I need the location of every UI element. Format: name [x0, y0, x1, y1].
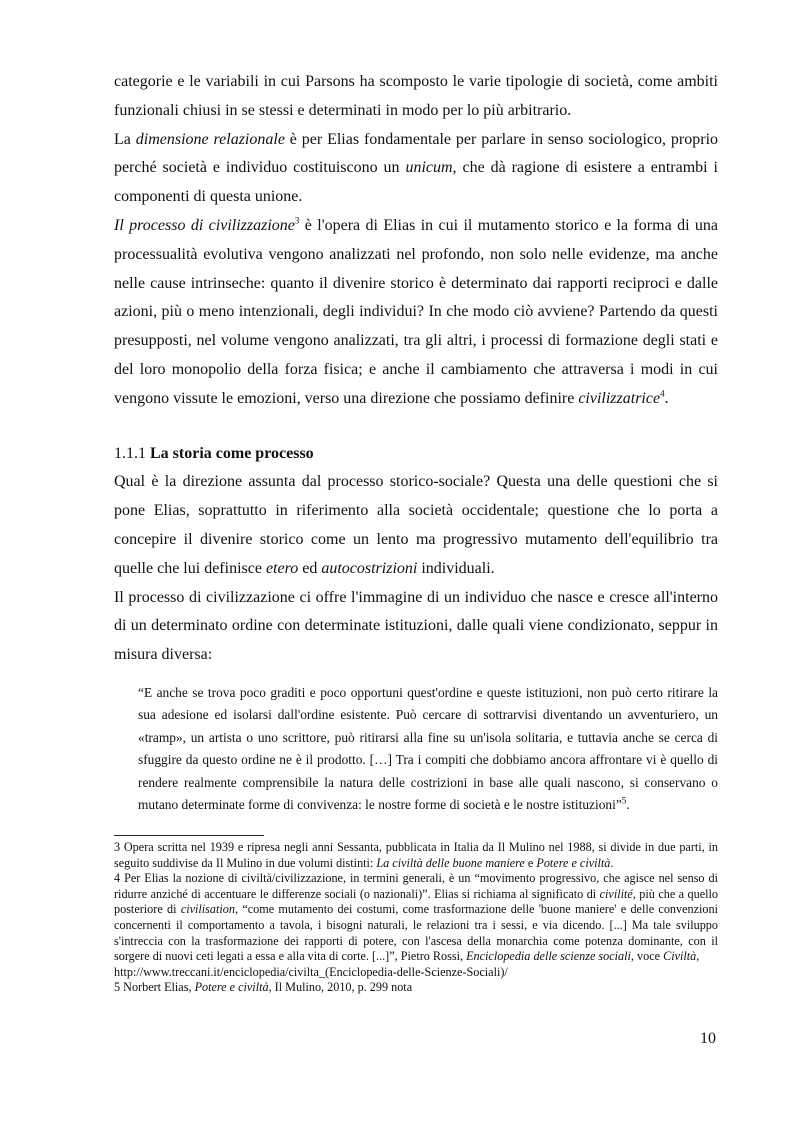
section-gap [114, 414, 718, 440]
footnote-4-link[interactable]: http://www.treccani.it/enciclopedia/civilta_(Enciclopedia-delle-Scienze-Sociali)/ [114, 964, 508, 979]
fn4-emphasis-1: civilité [599, 886, 633, 901]
quote-text: “E anche se trova poco graditi e poco opportuni quest'ordine e queste istituzioni, non può certo ritirare la sua adesione ed isolarsi dall'ordine esistente. Può cercare di sottrarvisi diventando un avventuriero, un «tramp», un artista o uno scrittore, può ritirarsi alla fine su un'isola solitaria, e tuttavia anche se cerca di sfuggire da questo ordine ne è il prodotto. […] Tra i compiti che dobbiamo ancora affrontare vi è quello di rendere realmente comprensibile la natura delle costrizioni in base alle quali nascono, si conservano o mutano determinate forme di convivenza: le nostre forme di società e le nostre istituzioni” [138, 684, 718, 812]
footnotes [114, 835, 718, 996]
paragraph-4 [114, 468, 718, 583]
fn4-emphasis-4: Civiltà [663, 949, 697, 964]
footnote-3 [114, 840, 718, 871]
fn4-text-1: 4 Per Elias la nozione di civiltà/civilizzazione, in termini generali, è un “movimento progressivo, che agisce nel senso di ridurre anziché di accentuare le differenze sociali (o nazionali)”. Elias si richiama al significato di [114, 871, 718, 901]
section-number: 1.1.1 [114, 444, 146, 462]
fn4-text-2: , più che a quello posteriore di [114, 886, 718, 917]
section-heading [114, 440, 718, 469]
p3-text-2: . [664, 389, 669, 407]
footnote-4-url[interactable] [114, 965, 718, 981]
p4-text-1: Qual è la direzione assunta dal processo storico-sociale? Questa una delle questioni che si pone Elias, soprattutto in riferimento alla società occidentale; questione che lo porta a concepire il divenire storico come un lento ma progressivo mutamento dell'equilibrio tra quelle che lui definisce [114, 473, 718, 577]
fn3-emphasis-2: Potere e civiltà [536, 855, 611, 870]
p3-emphasis-2: civilizzatrice [578, 389, 661, 407]
footnote-4 [114, 871, 718, 965]
fn3-text-2: e [524, 855, 537, 870]
p5-text-1: Il processo di civilizzazione ci offre l'immagine di un individuo che nasce e cresce all'interno di un determinato ordine con determinate istituzioni, dalle quali viene condizionato, seppur in misura diversa: [114, 588, 718, 664]
footnote-separator [114, 835, 264, 836]
page-body [114, 68, 718, 816]
fn4-text-5: , [696, 949, 700, 964]
body-text [114, 68, 718, 414]
fn5-emphasis-1: Potere e civiltà [194, 980, 269, 995]
p2-emphasis-2: unicum [405, 159, 453, 177]
fn5-text-1: 5 Norbert Elias, [114, 980, 195, 995]
fn3-emphasis-1: La civiltà delle buone maniere [376, 855, 525, 870]
p2-text-2: è per Elias fondamentale per parlare in senso sociologico, proprio perché società e individuo costituiscono un [114, 130, 719, 177]
p2-text-1: La [114, 130, 136, 148]
section-title: La storia come processo [150, 444, 314, 462]
quote-end: . [626, 796, 630, 812]
footnote-ref-5[interactable]: 5 [621, 795, 627, 806]
paragraph-3 [114, 212, 718, 414]
page-number: 10 [700, 1030, 716, 1047]
p4-text-2: ed [298, 559, 322, 577]
p2-emphasis-1: dimensione relazionale [135, 130, 285, 148]
fn4-emphasis-3: Enciclopedia delle scienze sociali [466, 949, 631, 964]
paragraph-5 [114, 584, 718, 670]
footnote-5 [114, 980, 718, 996]
footnote-ref-3[interactable]: 3 [294, 215, 300, 226]
p4-emphasis-2: autocostrizioni [321, 559, 418, 577]
fn4-text-3: , “come mutamento dei costumi, come trasformazione delle 'buone maniere' e delle convenzioni concernenti il comportamento a tavola, i bisogni naturali, le relazioni tra i sessi, e via dicendo. [...] Ma tale sviluppo s'intreccia con la trasformazione dei rapporti di potere, con l'ascesa della monarchia come potenza dominante, con il sorgere di nuovi ceti legati a essa e alla vita di corte. [...]”, Pietro Rossi, [114, 902, 718, 964]
paragraph-2 [114, 126, 718, 212]
p4-text-3: individuali. [417, 559, 495, 577]
fn5-text-2: , Il Mulino, 2010, p. 299 nota [268, 980, 413, 995]
p3-emphasis-1: Il processo di civilizzazione [114, 216, 295, 234]
paragraph-1-text: categorie e le variabili in cui Parsons ha scomposto le varie tipologie di società, come ambiti funzionali chiusi in se stessi e determinati in modo per lo più arbitrario. [114, 73, 718, 119]
paragraph-1 [114, 68, 718, 126]
section-body [114, 468, 718, 670]
p4-emphasis-1: etero [265, 559, 299, 577]
fn4-text-4: , voce [630, 949, 664, 964]
block-quote [138, 682, 718, 816]
p3-text-1: è l'opera di Elias in cui il mutamento storico e la forma di una processualità evolutiva vengono analizzati nel profondo, non solo nelle evidenze, ma anche nelle cause intrinseche: quanto il divenire storico è determinato dai rapporti reciproci e dalle azioni, più o meno intenzionali, degli individui? In che modo ciò avviene? Partendo da questi presupposti, nel volume vengono analizzati, tra gli altri, i processi di formazione degli stati e del loro monopolio della forza fisica; e anche il cambiamento che attraversa i modi in cui vengono vissute le emozioni, verso una direzione che possiamo definire [114, 216, 719, 407]
fn3-text-1: 3 Opera scritta nel 1939 e ripresa negli anni Sessanta, pubblicata in Italia da Il Mulino nel 1988, si divide in due parti, in seguito suddivise da Il Mulino in due volumi distinti: [114, 840, 718, 870]
p2-text-3: , che dà ragione di esistere a entrambi i componenti di questa unione. [114, 159, 718, 206]
fn3-text-3: . [610, 855, 614, 870]
footnote-ref-4[interactable]: 4 [660, 388, 665, 399]
fn4-emphasis-2: civilisation [180, 902, 235, 917]
